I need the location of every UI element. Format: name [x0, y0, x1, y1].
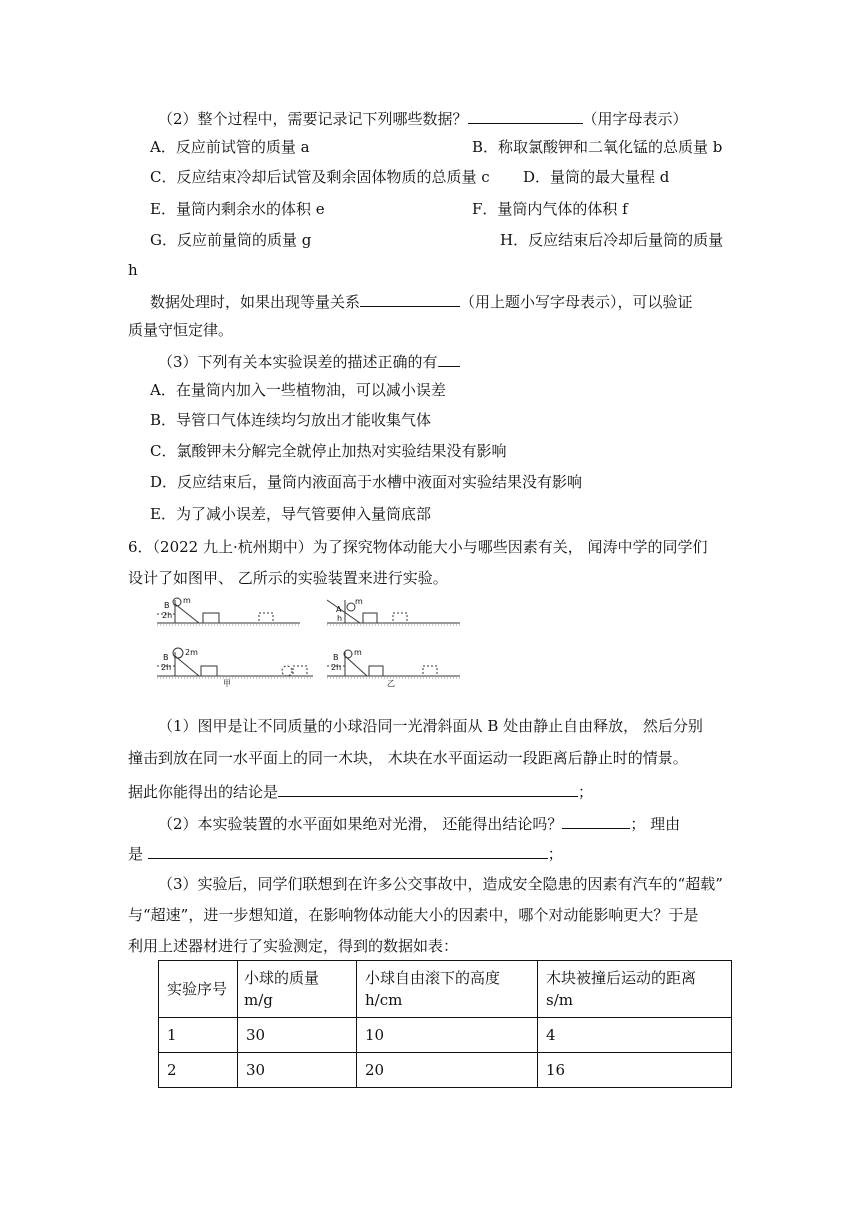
q3-option-d: D．反应结束后，量筒内液面高于水槽中液面对实验结果没有影响 — [150, 473, 583, 491]
q2-option-e: E．量筒内剩余水的体积 e — [150, 200, 325, 218]
figure-yi-bottom — [327, 650, 460, 678]
table-header-cell: 木块被撞后运动的距离 s/m — [538, 961, 732, 1018]
q2-option-c: C．反应结束冷却后试管及剩余固体物质的总质量 c — [150, 168, 490, 186]
q6-part2-blank-2[interactable] — [148, 842, 548, 859]
q3-answer-blank[interactable] — [438, 350, 460, 367]
figure-label-h: h — [337, 614, 343, 623]
q6-part2-mid: ； 理由 — [630, 815, 681, 833]
q2-process-line-2: 质量守恒定律。 — [128, 321, 234, 339]
q2-process-text-2: （用上题小写字母表示），可以验证 — [460, 293, 693, 311]
q6-part1-end: ； — [578, 783, 594, 801]
q2-option-g: G．反应前量筒的质量 g — [150, 231, 312, 249]
table-header-cell: 小球的质量 m/g — [238, 961, 357, 1018]
q6-part1-line-2: 撞击到放在同一水平面上的同一木块， 木块在水平面运动一段距离后静止时的情景。 — [128, 749, 688, 767]
q6-part2-end: ； — [547, 845, 563, 863]
q3-prompt-line — [158, 350, 460, 372]
figure-jia-top — [157, 598, 300, 625]
table-cell: 10 — [357, 1018, 538, 1053]
q2-answer-blank[interactable] — [468, 107, 583, 124]
figure-label-b-3: B — [333, 653, 339, 662]
figure-label-2h-1: 2h — [162, 611, 173, 620]
q2-hint: （用字母表示） — [582, 110, 688, 128]
table-cell: 4 — [538, 1018, 732, 1053]
table-header-cell: 实验序号 — [159, 961, 238, 1018]
table-cell: 1 — [159, 1018, 238, 1053]
figure-label-m-3: m — [354, 648, 362, 657]
q2-process-text-1: 数据处理时，如果出现等量关系 — [150, 293, 361, 311]
q3-prompt: （3）下列有关本实验误差的描述正确的有 — [158, 353, 438, 371]
q6-part2-text-2: 是 — [128, 845, 148, 863]
q2-prompt: （2）整个过程中，需要记录记下列哪些数据？ — [158, 110, 468, 128]
table-row — [159, 1053, 732, 1088]
q2-option-h-wrap: h — [128, 261, 138, 279]
q6-part3-line-3: 利用上述器材进行了实验测定，得到的数据如表： — [128, 937, 459, 955]
table-header-cell: 小球自由滚下的高度 h/cm — [357, 961, 538, 1018]
table-cell: 20 — [357, 1053, 538, 1088]
figure-label-m-2: m — [355, 597, 363, 606]
table-header-row — [159, 961, 732, 1018]
q6-part2-line-1 — [158, 812, 680, 834]
q2-option-h: H．反应结束后冷却后量筒的质量 — [500, 231, 724, 249]
figure-jia-bottom — [157, 648, 313, 678]
q6-part1-blank[interactable] — [278, 780, 578, 797]
q2-option-a: A．反应前试管的质量 a — [150, 138, 310, 156]
table-cell: 2 — [159, 1053, 238, 1088]
q6-part3-line-1: （3）实验后，同学们联想到在许多公交事故中，造成安全隐患的因素有汽车的“超载” — [158, 875, 723, 893]
data-table — [158, 960, 732, 1088]
figure-label-b-1: B — [164, 601, 170, 610]
figure-label-a: A — [336, 605, 342, 614]
table-row — [159, 1018, 732, 1053]
figure-label-yi: 乙 — [387, 679, 395, 688]
figure-label-b-2: B — [163, 653, 169, 662]
q6-intro-line-1: 6．（2022 九上·杭州期中）为了探究物体动能大小与哪些因素有关， 闻涛中学的同学们 — [128, 538, 708, 556]
q6-part2-text: （2）本实验装置的水平面如果绝对光滑， 还能得出结论吗？ — [158, 815, 563, 833]
experiment-figure — [155, 596, 465, 688]
q3-option-b: B．导管口气体连续均匀放出才能收集气体 — [150, 411, 432, 429]
q6-part1-line-1: （1）图甲是让不同质量的小球沿同一光滑斜面从 B 处由静止自由释放， 然后分别 — [158, 717, 703, 735]
q2-option-b: B．称取氯酸钾和二氧化锰的总质量 b — [472, 138, 723, 156]
q3-option-a: A．在量筒内加入一些植物油，可以减小误差 — [150, 381, 446, 399]
figure-label-2m: 2m — [185, 648, 198, 657]
q6-part1-text: 据此你能得出的结论是 — [128, 783, 279, 801]
q6-part3-line-2: 与“超速”，进一步想知道，在影响物体动能大小的因素中，哪个对动能影响更大？于是 — [128, 906, 699, 924]
figure-label-2h-2: 2h — [161, 663, 172, 672]
table-cell: 16 — [538, 1053, 732, 1088]
q2-process-line — [150, 290, 693, 312]
table-cell: 30 — [238, 1053, 357, 1088]
q3-option-c: C．氯酸钾未分解完全就停止加热对实验结果没有影响 — [150, 442, 507, 460]
table-cell: 30 — [238, 1018, 357, 1053]
figure-label-2h-3: 2h — [331, 663, 342, 672]
figure-label-m-1: m — [183, 596, 191, 605]
figure-yi-top — [327, 600, 460, 625]
q2-prompt-line — [158, 107, 688, 129]
q2-process-blank[interactable] — [360, 290, 460, 307]
q6-part2-line-2 — [128, 842, 563, 864]
q2-option-d: D．量筒的最大量程 d — [523, 168, 670, 186]
q6-part1-line-3 — [128, 780, 593, 802]
q3-option-e: E．为了减小误差，导气管要伸入量筒底部 — [150, 505, 431, 523]
figure-label-jia: 甲 — [223, 679, 231, 688]
q6-intro-line-2: 设计了如图甲、 乙所示的实验装置来进行实验。 — [128, 569, 448, 587]
q2-option-f: F．量筒内气体的体积 f — [472, 200, 628, 218]
q6-part2-blank-1[interactable] — [562, 812, 630, 829]
